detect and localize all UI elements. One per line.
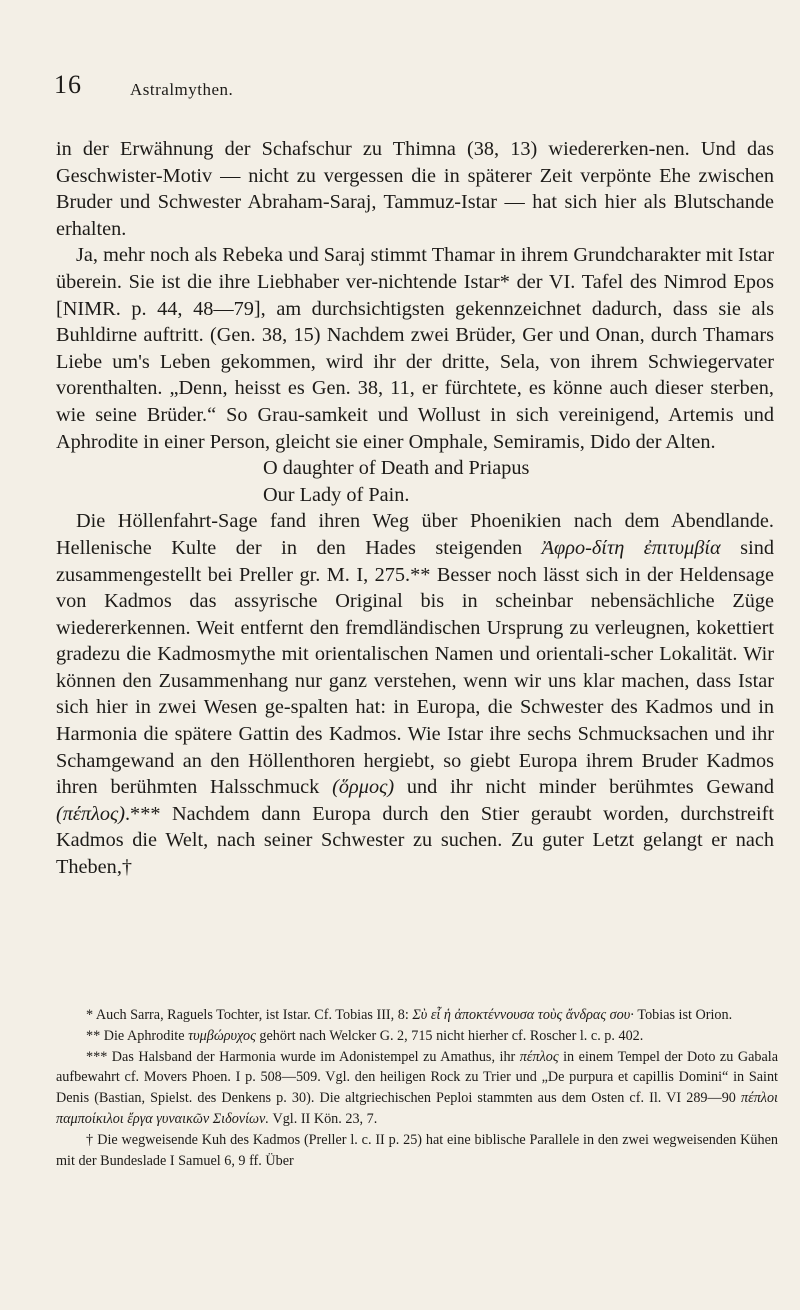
page-header <box>54 70 754 110</box>
footnote-1-greek: Σὺ εἶ ἡ ἀποκτέννουσα τοὺς ἄνδρας σου· <box>412 1007 634 1023</box>
greek-word-hormos: (ὅρμος) <box>332 776 395 799</box>
poem-line-1: O daughter of Death and Priapus <box>263 457 530 480</box>
footnote-1-text-a: * Auch Sarra, Raguels Tochter, ist Istar. Cf. Tobias III, 8: <box>86 1007 413 1023</box>
poem-quote <box>56 455 774 508</box>
footnote-3-greek-2: πέπλοι παμποίκιλοι ἔργα γυναικῶν Σιδονίων. <box>56 1090 778 1127</box>
main-text <box>56 136 774 881</box>
running-title: Astralmythen. <box>130 80 234 99</box>
paragraph-3-text-d: .*** Nachdem dann Europa durch den Stier geraubt worden, durchstreift Kadmos die Welt, nach seiner Schwester zu suchen. Zu guter Letzt gelangt er nach Theben,† <box>56 802 774 879</box>
footnote-1-text-b: Tobias ist Orion. <box>633 1007 733 1023</box>
greek-phrase-aphrodite: Ἀφρο-δίτη ἐπιτυμβία <box>541 536 721 559</box>
paragraph-1: in der Erwähnung der Schafschur zu Thimna (38, 13) wiedererken-nen. Und das Geschwister-Motiv — nicht zu vergessen die in späterer Zeit verpönte Ehe zwischen Bruder und Schwester Abraham-Saraj, Tammuz-Istar — hat sich hier als Blutschande erhalten. <box>56 138 774 240</box>
footnote-3-text-b: in einem Tempel der Doto zu Gabala aufbewahrt cf. Movers Phoen. I p. 508—509. Vgl. den heiligen Rock zu Trier und „De purpura et capillis Domini“ in Saint Denis (Bastian, Spielst. des Denkens p. 30). Die altgriechischen Peploi stammten aus dem Osten cf. Il. VI 289—90 <box>56 1048 778 1107</box>
footnote-2-text-b: gehört nach Welcker G. 2, 715 nicht hierher cf. Roscher l. c. p. 402. <box>255 1027 644 1044</box>
paragraph-3-text-b: sind zusammengestellt bei Preller gr. M. I, 275.** Besser noch lässt sich in der Heldensage von Kadmos das assyrische Original bis in scheinbar nebensächliche Züge wiedererkennen. Weit entfernt den fremdländischen Ursprung zu verleugnen, kokettiert gradezu die Kadmosmythe mit orientalischen Namen und orientali-scher Lokalität. Wir können den Zusammenhang nur ganz verstehen, wenn wir uns klar machen, dass Istar sich hier in zwei Wesen ge-spalten hat: in Europa, die Schwester des Kadmos und in Harmonia die spätere Gattin des Kadmos. Wie Istar ihre sechs Schmucksachen und ihr Schamgewand an den Höllenthoren hergiebt, so giebt Europa ihrem Bruder Kadmos ihren berühmten Halsschmuck <box>56 536 774 799</box>
footnote-2 <box>56 1026 778 1047</box>
footnote-3-greek: πέπλος <box>519 1048 559 1065</box>
footnote-3-text-a: *** Das Halsband der Harmonia wurde im Adonistempel zu Amathus, ihr <box>86 1048 520 1065</box>
footnote-2-greek: τυμβώρυχος <box>188 1027 256 1044</box>
paragraph-3 <box>56 508 774 880</box>
footnote-4: † Die wegweisende Kuh des Kadmos (Preller l. c. II p. 25) hat eine biblische Parallele in den zwei wegweisenden Kühen mit der Bundeslade I Samuel 6, 9 ff. Über <box>56 1131 778 1169</box>
paragraph-3-text-a: Die Höllenfahrt-Sage fand ihren Weg über Phoenikien nach dem Abendlande. Hellenische Kulte der in den Hades steigenden <box>56 510 774 559</box>
footnote-2-text-a: ** Die Aphrodite <box>86 1027 189 1044</box>
paragraph-3-text-c: und ihr nicht minder berühmtes Gewand <box>394 776 775 799</box>
footnote-3 <box>56 1047 778 1130</box>
footnotes <box>56 1005 778 1171</box>
poem-line-2: Our Lady of Pain. <box>263 483 410 506</box>
footnote-1 <box>56 1005 778 1026</box>
greek-word-peplos: (πέπλος) <box>56 802 125 825</box>
paragraph-2: Ja, mehr noch als Rebeka und Saraj stimmt Thamar in ihrem Grundcharakter mit Istar überein. Sie ist die ihre Liebhaber ver-nichtende Istar* der VI. Tafel des Nimrod Epos [NIMR. p. 44, 48—79], am durchsichtigsten gekennzeichnet dadurch, dass sie als Buhldirne auftritt. (Gen. 38, 15) Nachdem zwei Brüder, Ger und Onan, durch Thamars Liebe um's Leben gekommen, wird ihr der dritte, Sela, von ihrem Schwiegervater vorenthalten. „Denn, heisst es Gen. 38, 11, er fürchtete, es könne auch dieser sterben, wie seine Brüder.“ So Grau-samkeit und Wollust in sich vereinigend, Artemis und Aphrodite in einer Person, gleicht sie einer Omphale, Semiramis, Dido der Alten. <box>56 244 774 453</box>
page-number: 16 <box>54 70 82 99</box>
footnote-3-text-c: Vgl. II Kön. 23, 7. <box>268 1110 378 1127</box>
